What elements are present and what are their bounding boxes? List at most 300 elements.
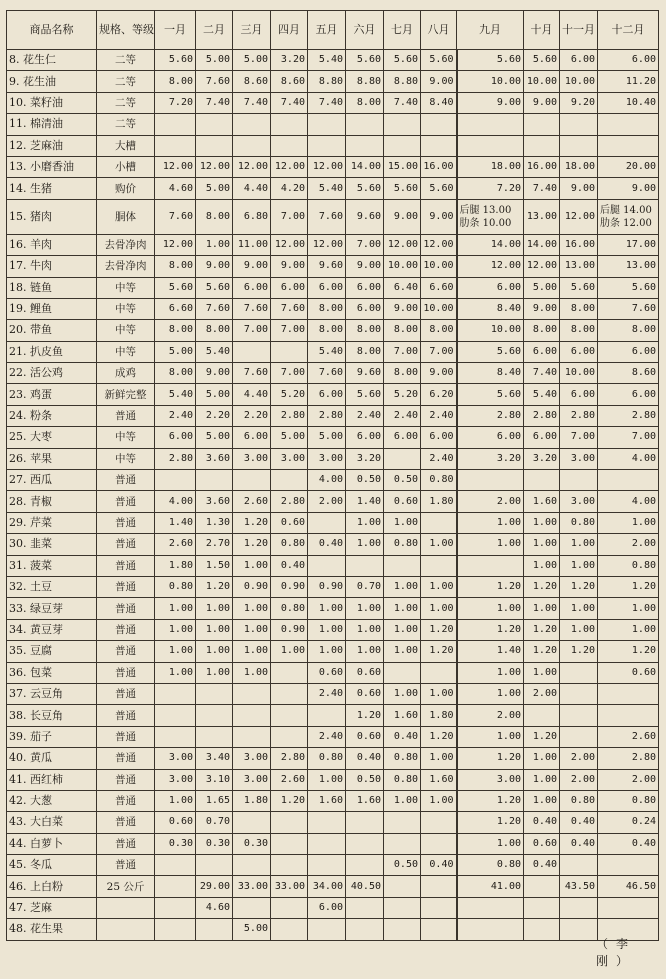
- price-cell: 2.70: [196, 534, 233, 555]
- table-row: [7, 748, 659, 769]
- header-month: 六月: [346, 11, 384, 50]
- price-cell: [560, 705, 598, 726]
- price-cell: 5.60: [598, 277, 659, 298]
- price-cell: 14.00: [346, 156, 384, 177]
- table-row: [7, 876, 659, 897]
- price-cell: 2.20: [196, 405, 233, 426]
- price-cell: 9.00: [346, 256, 384, 277]
- price-cell: 7.60: [598, 298, 659, 319]
- price-cell: 1.80: [421, 705, 457, 726]
- price-cell: [271, 812, 308, 833]
- price-cell: [308, 812, 346, 833]
- header-month: 一月: [155, 11, 196, 50]
- table-row: [7, 641, 659, 662]
- table-row: [7, 50, 659, 71]
- table-row: [7, 427, 659, 448]
- table-row: [7, 199, 659, 234]
- price-cell: 6.60: [421, 277, 457, 298]
- price-cell: 9.00: [421, 363, 457, 384]
- price-cell: 4.00: [308, 470, 346, 491]
- price-cell: 0.40: [346, 748, 384, 769]
- price-cell: [271, 683, 308, 704]
- price-cell: 2.00: [560, 748, 598, 769]
- table-body: [7, 50, 659, 941]
- price-cell: 5.60: [457, 341, 524, 362]
- price-cell: 2.60: [271, 769, 308, 790]
- spec-grade: 普通: [97, 662, 155, 683]
- price-cell: 1.00: [155, 662, 196, 683]
- price-cell: 0.80: [384, 748, 421, 769]
- price-cell: 33.00: [233, 876, 271, 897]
- price-cell: 1.20: [421, 641, 457, 662]
- price-cell: 1.60: [384, 705, 421, 726]
- price-cell: 2.60: [233, 491, 271, 512]
- spec-grade: 普通: [97, 619, 155, 640]
- price-cell: 2.20: [233, 405, 271, 426]
- spec-grade: 普通: [97, 576, 155, 597]
- header-month: 十二月: [598, 11, 659, 50]
- spec-grade: 去骨净肉: [97, 234, 155, 255]
- price-cell: 6.00: [346, 298, 384, 319]
- price-cell: 8.00: [560, 298, 598, 319]
- price-cell: 0.90: [271, 576, 308, 597]
- spec-grade: 25 公斤: [97, 876, 155, 897]
- commodity-name: 18. 链鱼: [7, 277, 97, 298]
- price-cell: 3.00: [271, 448, 308, 469]
- price-cell: [233, 114, 271, 135]
- price-cell: 5.00: [196, 384, 233, 405]
- price-cell: 0.24: [598, 812, 659, 833]
- price-cell: 3.00: [308, 448, 346, 469]
- commodity-name: 16. 羊肉: [7, 234, 97, 255]
- price-cell: 1.60: [524, 491, 560, 512]
- price-cell: 8.60: [233, 71, 271, 92]
- price-cell: [457, 470, 524, 491]
- price-cell: [384, 662, 421, 683]
- table-row: [7, 491, 659, 512]
- spec-grade: 二等: [97, 114, 155, 135]
- price-cell: 5.00: [196, 50, 233, 71]
- price-cell: 0.60: [271, 512, 308, 533]
- price-cell: 5.60: [524, 50, 560, 71]
- price-cell: [598, 897, 659, 918]
- price-cell: 5.60: [346, 50, 384, 71]
- spec-grade: 普通: [97, 855, 155, 876]
- commodity-name: 44. 白萝卜: [7, 833, 97, 854]
- table-row: [7, 598, 659, 619]
- price-cell: [560, 470, 598, 491]
- price-cell: [384, 135, 421, 156]
- price-cell: 7.60: [196, 71, 233, 92]
- price-cell: [196, 114, 233, 135]
- price-cell: 6.00: [271, 277, 308, 298]
- price-cell: [233, 135, 271, 156]
- header-month: 五月: [308, 11, 346, 50]
- price-cell: 1.20: [560, 576, 598, 597]
- price-cell: 10.40: [598, 92, 659, 113]
- price-cell: 6.00: [598, 50, 659, 71]
- price-cell: 10.00: [560, 71, 598, 92]
- price-cell: 1.20: [421, 619, 457, 640]
- table-row: [7, 178, 659, 199]
- price-cell: [308, 135, 346, 156]
- price-cell: 12.00: [155, 234, 196, 255]
- price-cell: 5.00: [196, 178, 233, 199]
- price-cell: 2.80: [598, 748, 659, 769]
- header-month: 四月: [271, 11, 308, 50]
- price-cell: 8.00: [560, 320, 598, 341]
- price-cell: 9.00: [560, 178, 598, 199]
- price-cell: [308, 919, 346, 940]
- table-row: [7, 726, 659, 747]
- price-cell: 0.50: [346, 769, 384, 790]
- price-cell: [598, 470, 659, 491]
- price-cell: 4.00: [155, 491, 196, 512]
- price-cell: 10.00: [384, 256, 421, 277]
- price-cell: [271, 833, 308, 854]
- price-cell: 1.00: [308, 769, 346, 790]
- header-month: 十一月: [560, 11, 598, 50]
- price-cell: [421, 114, 457, 135]
- price-cell: 6.00: [524, 341, 560, 362]
- price-line: 后腿 13.00: [459, 204, 512, 216]
- price-cell: 4.40: [233, 384, 271, 405]
- spec-grade: 普通: [97, 769, 155, 790]
- price-cell: 2.80: [560, 405, 598, 426]
- commodity-name: 25. 大枣: [7, 427, 97, 448]
- commodity-name: 10. 菜籽油: [7, 92, 97, 113]
- price-cell: 1.20: [598, 576, 659, 597]
- price-cell: 5.60: [457, 50, 524, 71]
- price-cell: 1.80: [155, 555, 196, 576]
- header-row: [7, 11, 659, 50]
- commodity-name: 32. 土豆: [7, 576, 97, 597]
- price-cell: [271, 470, 308, 491]
- price-cell: 2.80: [271, 405, 308, 426]
- price-cell: 12.00: [560, 199, 598, 234]
- spec-grade: 普通: [97, 405, 155, 426]
- price-line: 肋条 10.00: [459, 217, 512, 229]
- price-cell: 1.00: [346, 512, 384, 533]
- price-line: 肋条 12.00: [600, 217, 652, 229]
- commodity-name: 17. 牛肉: [7, 256, 97, 277]
- price-cell: [560, 114, 598, 135]
- price-cell: 12.00: [271, 156, 308, 177]
- price-cell: 1.20: [524, 641, 560, 662]
- price-cell: [308, 512, 346, 533]
- table-row: [7, 897, 659, 918]
- price-cell: 8.00: [384, 363, 421, 384]
- price-cell: [384, 448, 421, 469]
- header-month: 十月: [524, 11, 560, 50]
- price-cell: [457, 919, 524, 940]
- price-cell: 2.00: [598, 534, 659, 555]
- price-cell: 1.00: [196, 234, 233, 255]
- price-cell: 17.00: [598, 234, 659, 255]
- spec-grade: 普通: [97, 641, 155, 662]
- price-cell: [233, 705, 271, 726]
- price-cell: 1.20: [457, 619, 524, 640]
- price-cell: 1.20: [457, 790, 524, 811]
- spec-grade: 普通: [97, 555, 155, 576]
- price-cell: 1.00: [233, 598, 271, 619]
- price-cell: 1.00: [233, 641, 271, 662]
- price-cell: 2.80: [457, 405, 524, 426]
- price-cell: 0.70: [346, 576, 384, 597]
- price-cell: 16.00: [524, 156, 560, 177]
- price-cell: 1.00: [155, 598, 196, 619]
- spec-grade: 购价: [97, 178, 155, 199]
- price-cell: [346, 897, 384, 918]
- spec-grade: 胴体: [97, 199, 155, 234]
- price-cell: 20.00: [598, 156, 659, 177]
- spec-grade: 普通: [97, 512, 155, 533]
- price-cell: 7.40: [524, 178, 560, 199]
- spec-grade: 普通: [97, 705, 155, 726]
- price-cell: 1.00: [524, 534, 560, 555]
- price-cell: 1.00: [384, 512, 421, 533]
- price-cell: [421, 812, 457, 833]
- commodity-name: 20. 带鱼: [7, 320, 97, 341]
- price-cell: 1.00: [560, 619, 598, 640]
- spec-grade: 去骨净肉: [97, 256, 155, 277]
- commodity-name: 41. 西红柿: [7, 769, 97, 790]
- price-cell: 1.00: [421, 683, 457, 704]
- price-cell: 1.00: [308, 641, 346, 662]
- price-cell: 0.80: [384, 769, 421, 790]
- price-cell: 0.40: [560, 833, 598, 854]
- price-cell: 8.40: [457, 298, 524, 319]
- commodity-name: 11. 棉清油: [7, 114, 97, 135]
- price-cell: 1.00: [421, 534, 457, 555]
- commodity-name: 46. 上白粉: [7, 876, 97, 897]
- price-cell: [233, 683, 271, 704]
- price-cell: 12.00: [233, 156, 271, 177]
- price-cell: 1.20: [233, 534, 271, 555]
- spec-grade: 普通: [97, 598, 155, 619]
- price-cell: [560, 897, 598, 918]
- price-cell: 5.20: [384, 384, 421, 405]
- price-cell: 1.00: [346, 619, 384, 640]
- price-cell: [271, 341, 308, 362]
- price-cell: 1.00: [308, 598, 346, 619]
- price-cell: 0.80: [271, 598, 308, 619]
- price-cell: 4.00: [598, 491, 659, 512]
- price-cell: 14.00: [457, 234, 524, 255]
- price-cell: 6.00: [560, 384, 598, 405]
- price-cell: 0.80: [560, 512, 598, 533]
- price-cell: [384, 812, 421, 833]
- price-cell: 43.50: [560, 876, 598, 897]
- price-cell: 5.60: [421, 178, 457, 199]
- commodity-name: 29. 芹菜: [7, 512, 97, 533]
- price-cell: [155, 855, 196, 876]
- price-cell: 0.60: [346, 683, 384, 704]
- price-cell: 8.80: [384, 71, 421, 92]
- price-cell: [598, 705, 659, 726]
- price-cell: [196, 135, 233, 156]
- table-row: [7, 234, 659, 255]
- table-row: [7, 812, 659, 833]
- price-cell: 1.80: [421, 491, 457, 512]
- price-cell: 6.00: [598, 384, 659, 405]
- price-cell: 10.00: [421, 256, 457, 277]
- commodity-name: 39. 茄子: [7, 726, 97, 747]
- price-cell: [155, 114, 196, 135]
- price-cell: 0.50: [384, 470, 421, 491]
- spec-grade: 大槽: [97, 135, 155, 156]
- commodity-name: 36. 包菜: [7, 662, 97, 683]
- price-cell: 7.20: [155, 92, 196, 113]
- price-cell: 3.00: [560, 491, 598, 512]
- price-cell: 12.00: [384, 234, 421, 255]
- price-cell: 3.10: [196, 769, 233, 790]
- spec-grade: [97, 897, 155, 918]
- price-cell: 8.00: [155, 320, 196, 341]
- table-row: [7, 769, 659, 790]
- price-cell: 1.00: [524, 512, 560, 533]
- price-cell: [271, 919, 308, 940]
- price-cell: 13.00: [598, 256, 659, 277]
- price-cell: 1.00: [457, 726, 524, 747]
- price-cell: 1.00: [560, 598, 598, 619]
- header-month: 三月: [233, 11, 271, 50]
- price-cell: [271, 114, 308, 135]
- price-cell: 0.90: [233, 576, 271, 597]
- price-cell: 4.20: [271, 178, 308, 199]
- price-cell: [560, 662, 598, 683]
- table-row: [7, 683, 659, 704]
- price-cell: 3.00: [457, 769, 524, 790]
- price-cell: 7.00: [598, 427, 659, 448]
- price-cell: [346, 833, 384, 854]
- price-cell: 2.00: [598, 769, 659, 790]
- table-row: [7, 405, 659, 426]
- price-cell: [271, 897, 308, 918]
- commodity-name: 33. 绿豆芽: [7, 598, 97, 619]
- price-table: [6, 10, 659, 941]
- price-cell: [196, 919, 233, 940]
- table-row: [7, 256, 659, 277]
- price-cell: 5.00: [196, 427, 233, 448]
- price-cell: 5.40: [196, 341, 233, 362]
- price-cell: 4.40: [233, 178, 271, 199]
- price-cell: [457, 114, 524, 135]
- price-cell: 2.80: [271, 491, 308, 512]
- price-cell: 34.00: [308, 876, 346, 897]
- price-cell: 5.60: [346, 178, 384, 199]
- table-row: [7, 92, 659, 113]
- price-cell: [233, 897, 271, 918]
- price-cell: 8.00: [346, 92, 384, 113]
- price-cell: 6.60: [155, 298, 196, 319]
- price-cell: 0.60: [155, 812, 196, 833]
- price-cell: 1.00: [384, 683, 421, 704]
- price-line: 后腿 14.00: [600, 204, 652, 216]
- price-cell: 9.00: [271, 256, 308, 277]
- price-cell: 1.00: [421, 598, 457, 619]
- price-cell: 13.00: [524, 199, 560, 234]
- price-cell: 7.40: [271, 92, 308, 113]
- price-cell: 1.00: [524, 748, 560, 769]
- header-month: 七月: [384, 11, 421, 50]
- table-row: [7, 114, 659, 135]
- price-cell: [271, 135, 308, 156]
- price-cell: 3.20: [271, 50, 308, 71]
- price-cell: 1.00: [457, 683, 524, 704]
- price-cell: 9.00: [598, 178, 659, 199]
- price-cell: 6.00: [560, 50, 598, 71]
- commodity-name: 42. 大葱: [7, 790, 97, 811]
- price-cell: 1.00: [308, 619, 346, 640]
- price-cell: 7.60: [196, 298, 233, 319]
- price-cell: 5.60: [384, 178, 421, 199]
- price-cell: 10.00: [457, 71, 524, 92]
- price-cell: 18.00: [560, 156, 598, 177]
- price-cell: 5.40: [308, 341, 346, 362]
- price-cell: 9.60: [346, 363, 384, 384]
- price-cell: 2.40: [308, 683, 346, 704]
- price-cell: [560, 919, 598, 940]
- price-cell: 3.60: [196, 448, 233, 469]
- price-cell: 46.50: [598, 876, 659, 897]
- price-cell: 1.00: [457, 512, 524, 533]
- price-cell: 5.60: [384, 50, 421, 71]
- price-cell: 1.20: [524, 619, 560, 640]
- price-cell: 2.40: [384, 405, 421, 426]
- price-cell: 0.40: [598, 833, 659, 854]
- price-cell: 7.00: [384, 341, 421, 362]
- table-row: [7, 71, 659, 92]
- price-cell: 1.00: [196, 662, 233, 683]
- spec-grade: 中等: [97, 427, 155, 448]
- spec-grade: 二等: [97, 50, 155, 71]
- price-cell: 1.00: [560, 534, 598, 555]
- price-cell: [560, 726, 598, 747]
- price-cell: [524, 470, 560, 491]
- price-cell: [196, 470, 233, 491]
- price-cell: 5.60: [155, 277, 196, 298]
- author-signature: （李 刚）: [596, 937, 637, 968]
- price-cell: 9.00: [524, 92, 560, 113]
- price-cell: 7.40: [308, 92, 346, 113]
- price-cell: 6.00: [346, 277, 384, 298]
- commodity-name: 43. 大白菜: [7, 812, 97, 833]
- price-cell: [421, 512, 457, 533]
- price-cell: 1.00: [384, 641, 421, 662]
- price-cell: 6.00: [524, 427, 560, 448]
- header-month: 二月: [196, 11, 233, 50]
- price-cell: [421, 876, 457, 897]
- price-cell: 7.00: [271, 199, 308, 234]
- price-cell: 8.40: [421, 92, 457, 113]
- spec-grade: 二等: [97, 71, 155, 92]
- price-cell: [457, 555, 524, 576]
- table-row: [7, 298, 659, 319]
- commodity-name: 38. 长豆角: [7, 705, 97, 726]
- price-cell: 12.00: [308, 156, 346, 177]
- price-cell: 1.00: [196, 641, 233, 662]
- price-cell: [233, 726, 271, 747]
- price-cell: 1.20: [457, 576, 524, 597]
- price-cell: 0.90: [271, 619, 308, 640]
- price-cell: 1.20: [457, 748, 524, 769]
- price-cell: 1.00: [524, 555, 560, 576]
- price-cell: [155, 135, 196, 156]
- price-cell: [384, 114, 421, 135]
- price-cell: 0.60: [598, 662, 659, 683]
- price-cell: [308, 114, 346, 135]
